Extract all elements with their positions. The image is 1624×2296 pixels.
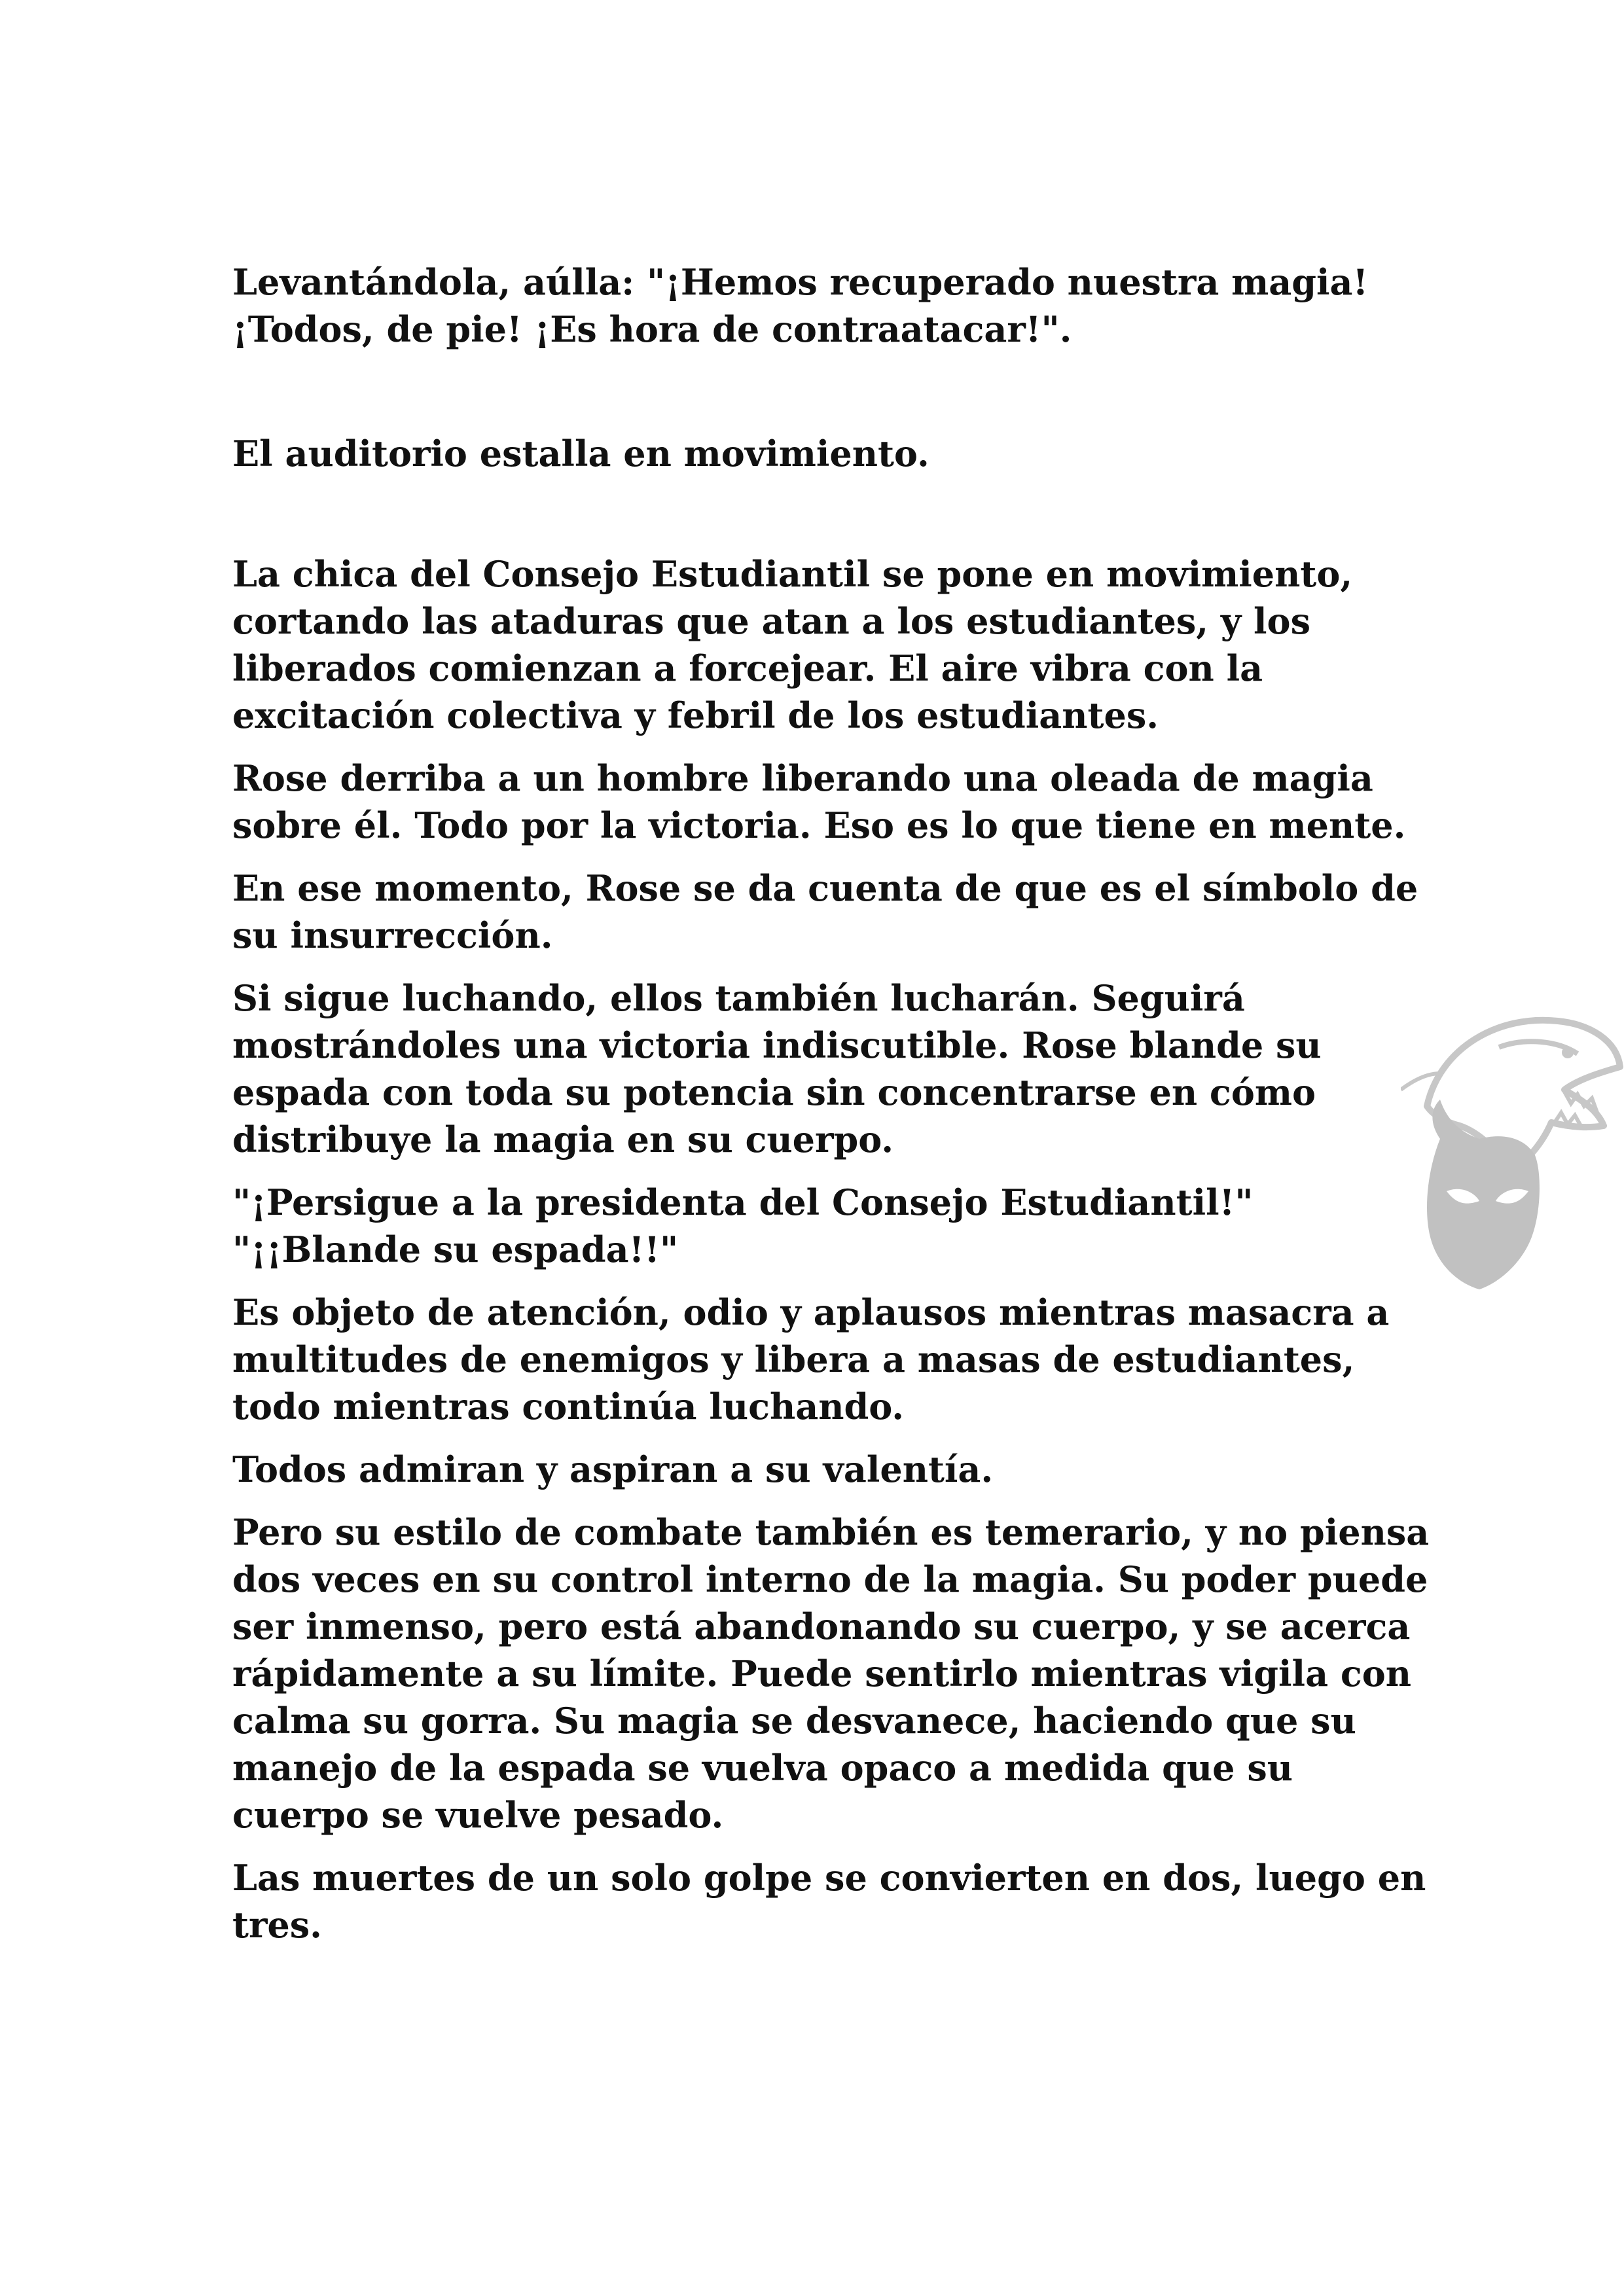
paragraph: Rose derriba a un hombre liberando una oleada de magia sobre él. Todo por la victoria. Eso es lo que tiene en mente.	[232, 757, 1406, 846]
paragraph: Es objeto de atención, odio y aplausos mientras masacra a multitudes de enemigos y libera a masas de estudiantes, todo mientras continúa luchando.	[232, 1291, 1390, 1427]
paragraph: En ese momento, Rose se da cuenta de que es el símbolo de su insurrección.	[232, 867, 1418, 956]
paragraph: Las muertes de un solo golpe se convierten en dos, luego en tres.	[232, 1857, 1426, 1946]
paragraph: Levantándola, aúlla: "¡Hemos recuperado nuestra magia! ¡Todos, de pie! ¡Es hora de contraatacar!".	[232, 261, 1369, 350]
paragraph: La chica del Consejo Estudiantil se pone en movimiento, cortando las ataduras que atan a los estudiantes, y los liberados comienzan a forcejear. El aire vibra con la excitación colectiva y febril de los estudiantes.	[232, 553, 1353, 736]
document-body	[232, 259, 1430, 1964]
paragraph: Pero su estilo de combate también es temerario, y no piensa dos veces en su control interno de la magia. Su poder puede ser inmenso, pero está abandonando su cuerpo, y se acerca rápidamente a su límite. Puede sentirlo mientras vigila con calma su gorra. Su magia se desvanece, haciendo que su manejo de la espada se vuelva opaco a medida que su cuerpo se vuelve pesado.	[232, 1511, 1430, 1836]
paragraph: "¡Persigue a la presidenta del Consejo Estudiantil!" "¡¡Blande su espada!!"	[232, 1181, 1254, 1270]
paragraph: Todos admiran y aspiran a su valentía.	[232, 1448, 994, 1490]
paragraph: Si sigue luchando, ellos también lucharán. Seguirá mostrándoles una victoria indiscutible. Rose blande su espada con toda su potencia sin concentrarse en cómo distribuye la magia en su cuerpo.	[232, 977, 1322, 1160]
dinosaur-masked-face-icon	[1401, 975, 1623, 1309]
paragraph: El auditorio estalla en movimiento.	[232, 433, 929, 475]
